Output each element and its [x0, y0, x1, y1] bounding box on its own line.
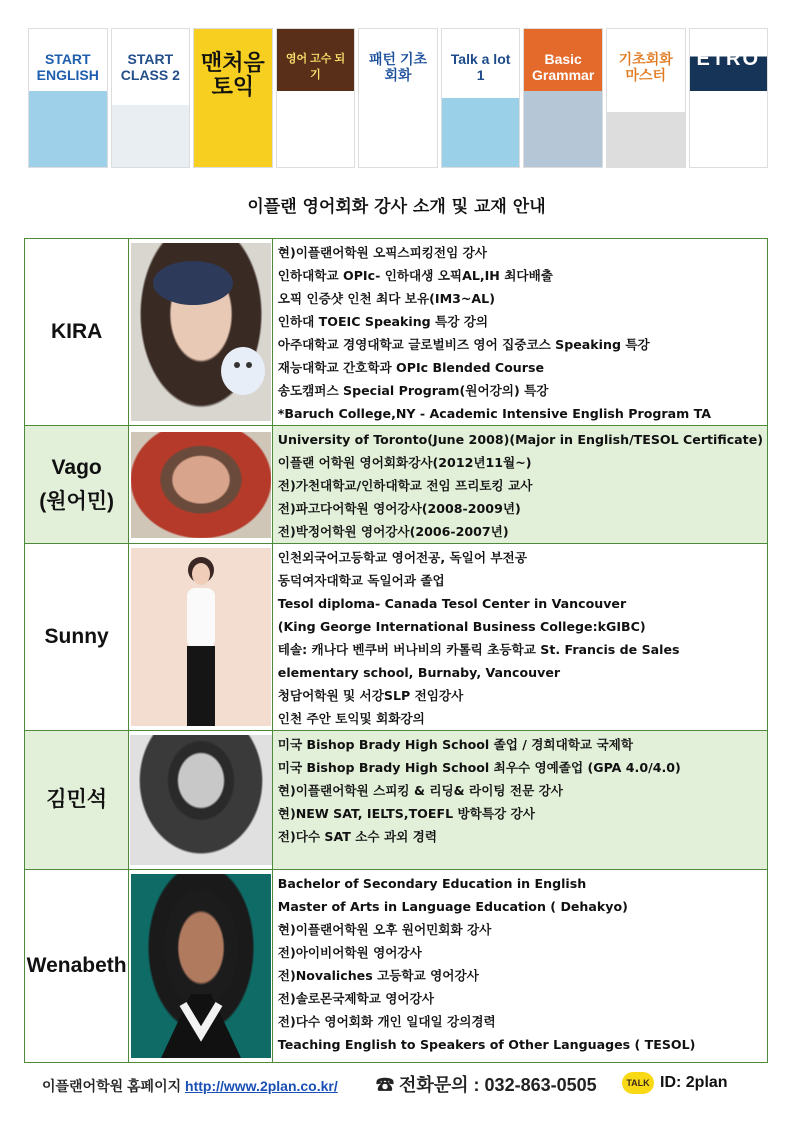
teacher-row: [25, 426, 768, 544]
teacher-info: [272, 870, 767, 1063]
footer: [0, 1068, 793, 1104]
teacher-row: [25, 731, 768, 870]
career-line: *Baruch College,NY - Academic Intensive English Program TA: [277, 406, 711, 421]
teacher-info: [272, 544, 767, 731]
career-line: 인하대학교 OPIc- 인하대생 오픽AL,IH 최다배출: [277, 268, 553, 283]
teacher-name: [25, 544, 129, 731]
career-line: 전)다수 영어회화 개인 일대일 강의경력: [277, 1014, 496, 1029]
teacher-photo: [131, 243, 271, 421]
career-line: Master of Arts in Language Education ( Dehakyo): [277, 899, 628, 914]
career-line: Tesol diploma- Canada Tesol Center in Vancouver: [277, 596, 627, 611]
book-title: START CLASS 2: [120, 51, 180, 83]
book-cover: [28, 28, 108, 168]
teacher-photo-cell: [129, 426, 273, 544]
teacher-table: [24, 238, 768, 1063]
book-cover: [523, 28, 603, 168]
teacher-info: [272, 731, 767, 870]
career-line: 전)다수 SAT 소수 과외 경력: [277, 829, 437, 844]
career-line: Teaching English to Speakers of Other Languages ( TESOL): [277, 1037, 696, 1052]
career-line: 테솔: 캐나다 벤쿠버 버나비의 카톨릭 초등학교 St. Francis de Sales: [277, 642, 680, 657]
book-title: ETRO: [696, 48, 761, 70]
graduation-gown: [131, 874, 271, 1058]
career-line: elementary school, Burnaby, Vancouver: [277, 665, 561, 680]
book-banner: [28, 28, 768, 168]
homepage-label: 이플랜어학원 홈페이지: [42, 1078, 182, 1094]
career-line: 전)가천대학교/인하대학교 전임 프리토킹 교사: [277, 478, 533, 493]
career-line: (King George International Business College:kGIBC): [277, 619, 646, 634]
teacher-info: [272, 239, 767, 426]
career-line: 전)박정어학원 영어강사(2006-2007년): [277, 524, 509, 539]
book-title: 영어 고수 되기: [285, 53, 346, 81]
teacher-name-note: (원어민): [39, 489, 115, 513]
phone-info: ☎ 전화문의 : 032-863-0505: [376, 1075, 597, 1095]
book-title: 맨처음 토익: [201, 50, 265, 99]
teacher-photo-cell: [129, 870, 273, 1063]
teacher-row: [25, 239, 768, 426]
career-line: 아주대학교 경영대학교 글로벌비즈 영어 집중코스 Speaking 특강: [277, 337, 650, 352]
book-title: 패턴 기초 회화: [369, 51, 428, 83]
career-line: 송도캠퍼스 Special Program(원어강의) 특강: [277, 383, 549, 398]
book-cover: [111, 28, 191, 168]
career-line: 전)솔로몬국제학교 영어강사: [277, 991, 434, 1006]
career-line: 전)아이비어학원 영어강사: [277, 945, 422, 960]
homepage-info: [42, 1076, 338, 1096]
career-line: University of Toronto(June 2008)(Major in English/TESOL Certificate): [277, 432, 763, 447]
career-line: Bachelor of Secondary Education in English: [277, 876, 587, 891]
career-line: 이플랜 어학원 영어회화강사(2012년11월~): [277, 455, 532, 470]
teacher-name: [25, 870, 129, 1063]
teacher-info: [272, 426, 767, 544]
teacher-photo: [130, 735, 272, 865]
book-title: Basic Grammar: [532, 51, 595, 83]
career-line: 현)이플랜어학원 오픽스피킹전임 강사: [277, 245, 487, 260]
career-line: 청담어학원 및 서강SLP 전임강사: [277, 688, 464, 703]
career-line: 인하대 TOEIC Speaking 특강 강의: [277, 314, 489, 329]
career-line: 재능대학교 간호학과 OPIc Blended Course: [277, 360, 544, 375]
teacher-photo-cell: [129, 239, 273, 426]
book-title: START ENGLISH: [36, 51, 99, 83]
teacher-name-text: KIRA: [50, 320, 103, 343]
cap-icon: [131, 243, 271, 421]
career-line: 오픽 인증샷 인천 최다 보유(IM3~AL): [277, 291, 495, 306]
kakao-info: [622, 1072, 728, 1094]
career-line: 인천 주안 토익및 회화강의: [277, 711, 425, 726]
person-silhouette: [131, 548, 271, 726]
teacher-row: [25, 544, 768, 731]
teacher-photo-cell: [129, 731, 273, 870]
teacher-photo: [131, 548, 271, 726]
career-line: 현)NEW SAT, IELTS,TOEFL 방학특강 강사: [277, 806, 535, 821]
homepage-link[interactable]: http://www.2plan.co.kr/: [185, 1078, 338, 1094]
career-line: 미국 Bishop Brady High School 최우수 영예졸업 (GPA 4.0/4.0): [277, 760, 681, 775]
teacher-name: [25, 239, 129, 426]
teacher-row: [25, 870, 768, 1063]
teacher-photo: [131, 874, 271, 1058]
book-cover: [358, 28, 438, 168]
book-cover: [606, 28, 686, 168]
teacher-photo-cell: [129, 544, 273, 731]
book-title: 기초회화 마스터: [618, 51, 673, 83]
page-title: 이플랜 영어회화 강사 소개 및 교재 안내: [247, 197, 546, 217]
book-cover: [276, 28, 356, 168]
book-cover: [193, 28, 273, 168]
teacher-name: [25, 731, 129, 870]
career-line: 현)이플랜어학원 스피킹 & 리딩& 라이팅 전문 강사: [277, 783, 563, 798]
career-line: 현)이플랜어학원 오후 원어민회화 강사: [277, 922, 492, 937]
teacher-name: [25, 426, 129, 544]
teacher-name-text: 김민석: [46, 788, 108, 811]
book-title: Talk a lot 1: [450, 51, 511, 83]
teacher-photo: [131, 432, 271, 538]
career-line: 인천외국어고등학교 영어전공, 독일어 부전공: [277, 550, 527, 565]
career-line: 미국 Bishop Brady High School 졸업 / 경희대학교 국제학: [277, 737, 633, 752]
career-line: 전)Novaliches 고등학교 영어강사: [277, 968, 479, 983]
career-line: 동덕여자대학교 독일어과 졸업: [277, 573, 445, 588]
kakao-talk-icon: TALK: [622, 1072, 654, 1094]
teacher-name-text: Vago: [51, 455, 102, 479]
career-line: 전)파고다어학원 영어강사(2008-2009년): [277, 501, 521, 516]
teacher-name-text: Sunny: [44, 625, 109, 648]
kakao-id: ID: 2plan: [660, 1074, 728, 1091]
teacher-name-text: Wenabeth: [26, 954, 127, 977]
book-cover: [689, 28, 769, 168]
book-cover: [441, 28, 521, 168]
